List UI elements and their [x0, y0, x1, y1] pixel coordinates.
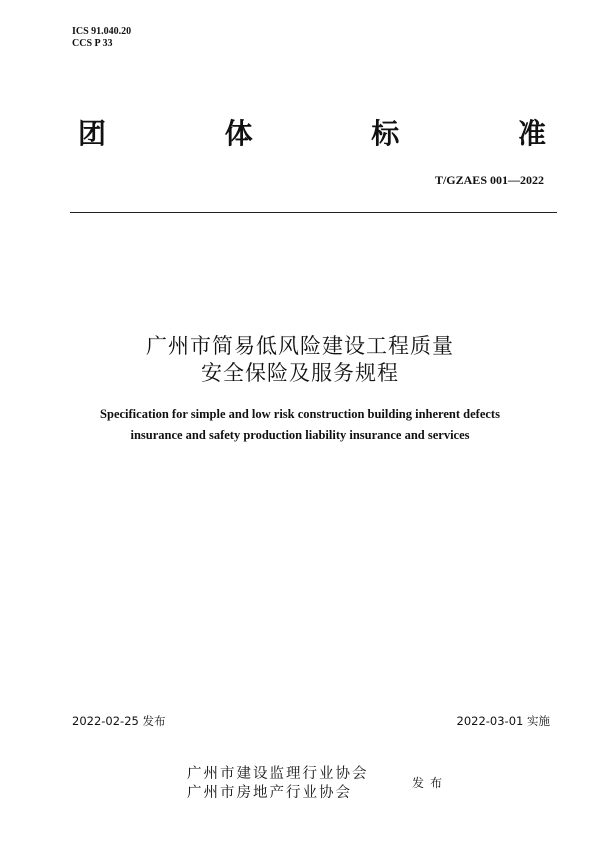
standard-type-char: 标	[371, 117, 400, 150]
standard-type-char: 团	[77, 117, 106, 150]
issue-date: 2022-02-25 发布	[72, 714, 166, 728]
standard-number: T/GZAES 001—2022	[434, 173, 544, 187]
chinese-title-line-1: 广州市简易低风险建设工程质量	[146, 334, 454, 358]
publish-label: 发布	[412, 776, 449, 790]
issuer-2: 广州市房地产行业协会	[187, 785, 352, 801]
header-divider	[70, 212, 557, 213]
ics-code: ICS 91.040.20	[72, 26, 132, 37]
issuer-1: 广州市建设监理行业协会	[187, 766, 369, 782]
standard-type-heading	[72, 112, 552, 152]
implementation-date: 2022-03-01 实施	[456, 714, 550, 728]
classification-codes	[72, 26, 131, 50]
standard-type-char: 准	[517, 117, 546, 150]
chinese-title-line-2: 安全保险及服务规程	[201, 361, 399, 385]
ccs-code: CCS P 33	[72, 38, 113, 49]
english-title-line-2: insurance and safety production liability insurance and services	[130, 428, 470, 442]
standard-type-char: 体	[224, 117, 253, 150]
english-title-line-1: Specification for simple and low risk construction building inherent defects	[100, 407, 500, 421]
